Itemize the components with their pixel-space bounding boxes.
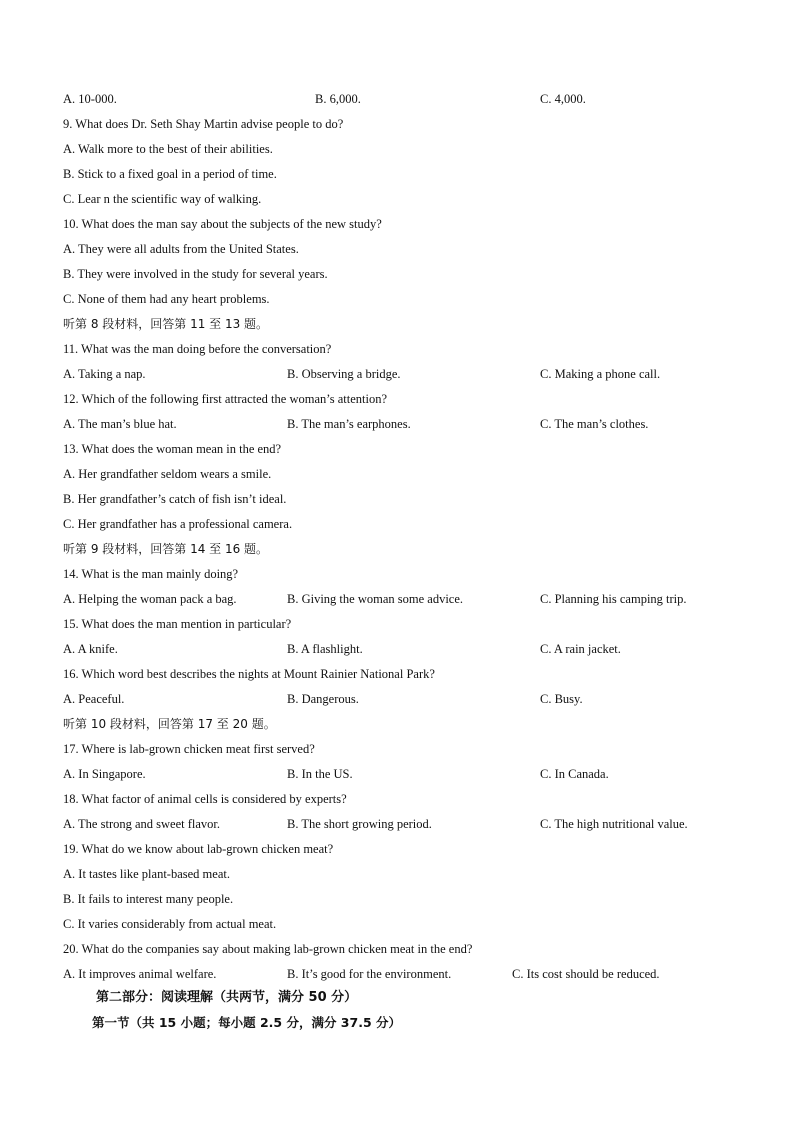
listening-instruction: 听第 8 段材料，回答第 11 至 13 题。: [63, 317, 269, 331]
answer-option-c: C. Its cost should be reduced.: [512, 967, 660, 981]
answer-option-c: C. Making a phone call.: [540, 367, 661, 381]
question-line: B. Her grandfather’s catch of fish isn’t ideal.: [63, 492, 287, 506]
answer-option-c: C. 4,000.: [540, 92, 586, 106]
question-line: C. Lear n the scientific way of walking.: [63, 192, 262, 206]
answer-option-b: B. Dangerous.: [287, 692, 359, 706]
answer-option-b: B. In the US.: [287, 767, 353, 781]
answer-option-a: A. The strong and sweet flavor.: [63, 817, 221, 831]
answer-option-b: B. 6,000.: [315, 92, 361, 106]
part-two-heading: 第二部分：阅读理解（共两节，满分 50 分）: [96, 990, 358, 1005]
question-line: 15. What does the man mention in particular?: [63, 617, 292, 631]
question-line: C. None of them had any heart problems.: [63, 292, 270, 306]
question-line: 18. What factor of animal cells is considered by experts?: [63, 792, 347, 806]
question-line: A. Walk more to the best of their abilities.: [63, 142, 273, 156]
question-line: B. They were involved in the study for several years.: [63, 267, 328, 281]
answer-option-b: B. Giving the woman some advice.: [287, 592, 464, 606]
question-line: A. They were all adults from the United States.: [63, 242, 299, 256]
question-line: C. Her grandfather has a professional camera.: [63, 517, 293, 531]
answer-option-a: A. Helping the woman pack a bag.: [63, 592, 237, 606]
answer-option-a: A. A knife.: [63, 642, 118, 656]
listening-instruction: 听第 9 段材料，回答第 14 至 16 题。: [63, 542, 269, 556]
question-line: C. It varies considerably from actual meat.: [63, 917, 277, 931]
question-line: 9. What does Dr. Seth Shay Martin advise people to do?: [63, 117, 344, 131]
question-line: 19. What do we know about lab-grown chicken meat?: [63, 842, 334, 856]
question-line: B. It fails to interest many people.: [63, 892, 234, 906]
question-line: 16. Which word best describes the nights at Mount Rainier National Park?: [63, 667, 435, 681]
answer-option-c: C. The high nutritional value.: [540, 817, 688, 831]
listening-instruction: 听第 10 段材料，回答第 17 至 20 题。: [63, 717, 276, 731]
question-line: A. Her grandfather seldom wears a smile.: [63, 467, 272, 481]
answer-option-c: C. The man’s clothes.: [540, 417, 649, 431]
question-line: 17. Where is lab-grown chicken meat first served?: [63, 742, 315, 756]
answer-option-a: A. 10-000.: [63, 92, 117, 106]
question-line: 13. What does the woman mean in the end?: [63, 442, 282, 456]
question-line: 20. What do the companies say about making lab-grown chicken meat in the end?: [63, 942, 473, 956]
answer-option-c: C. In Canada.: [540, 767, 609, 781]
question-line: 12. Which of the following first attracted the woman’s attention?: [63, 392, 387, 406]
answer-option-b: B. The short growing period.: [287, 817, 432, 831]
answer-option-b: B. Observing a bridge.: [287, 367, 401, 381]
question-line: 11. What was the man doing before the conversation?: [63, 342, 332, 356]
answer-option-b: B. A flashlight.: [287, 642, 363, 656]
answer-option-b: B. The man’s earphones.: [287, 417, 411, 431]
answer-option-b: B. It’s good for the environment.: [287, 967, 452, 981]
section-one-heading: 第一节（共 15 小题；每小题 2.5 分，满分 37.5 分）: [92, 1015, 401, 1030]
answer-option-a: A. The man’s blue hat.: [63, 417, 177, 431]
question-line: A. It tastes like plant-based meat.: [63, 867, 230, 881]
answer-option-c: C. Planning his camping trip.: [540, 592, 687, 606]
answer-option-c: C. A rain jacket.: [540, 642, 621, 656]
answer-option-a: A. In Singapore.: [63, 767, 146, 781]
answer-option-a: A. It improves animal welfare.: [63, 967, 217, 981]
answer-option-a: A. Taking a nap.: [63, 367, 146, 381]
question-line: B. Stick to a fixed goal in a period of time.: [63, 167, 277, 181]
answer-option-a: A. Peaceful.: [63, 692, 125, 706]
question-line: 10. What does the man say about the subjects of the new study?: [63, 217, 382, 231]
question-line: 14. What is the man mainly doing?: [63, 567, 239, 581]
answer-option-c: C. Busy.: [540, 692, 583, 706]
